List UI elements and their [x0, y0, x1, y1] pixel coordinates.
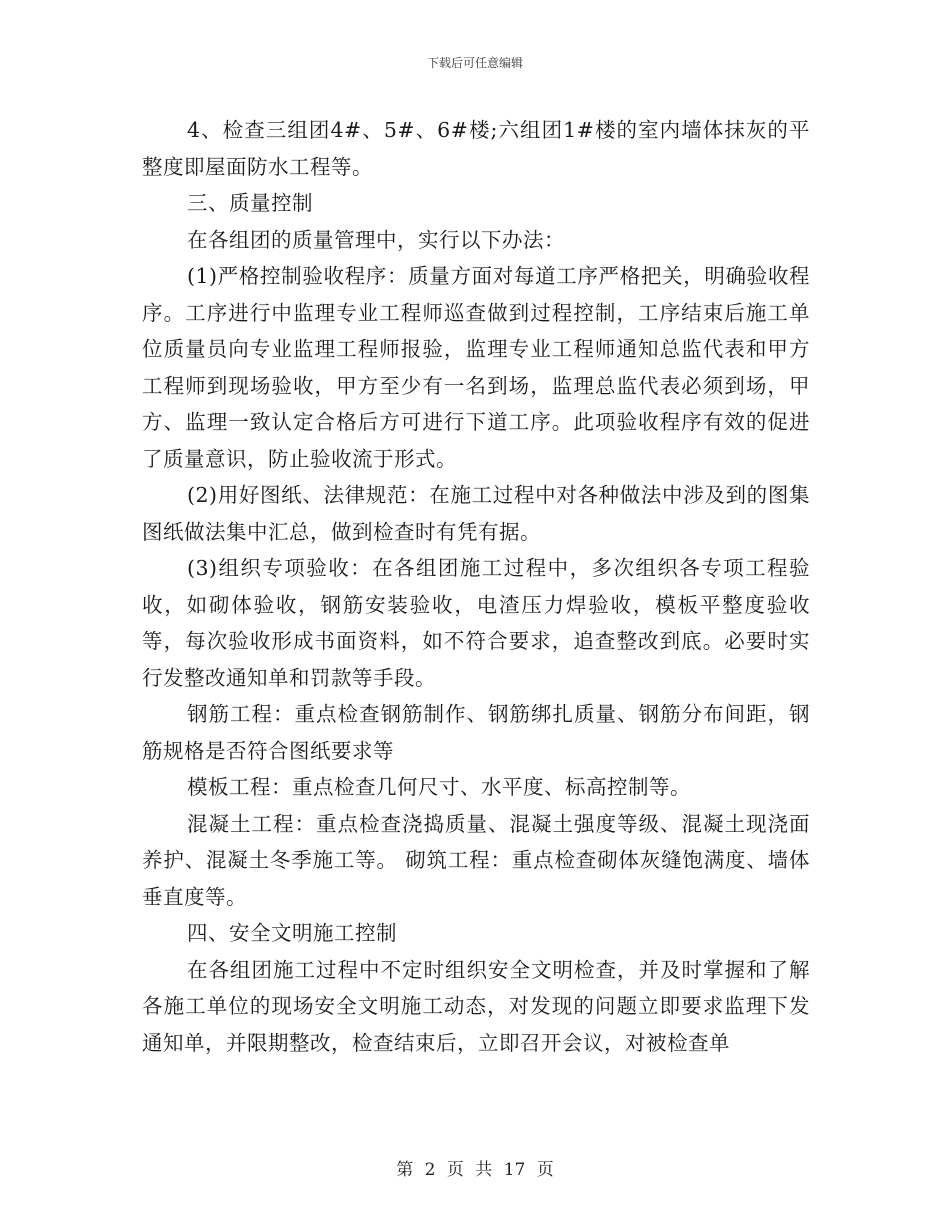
document-body [142, 112, 810, 1061]
paragraph-concrete-masonry: 混凝土工程：重点检查浇捣质量、混凝土强度等级、混凝土现浇面养护、混凝土冬季施工等。 砌筑工程：重点检查砌体灰缝饱满度、墙体垂直度等。 [142, 811, 810, 909]
paragraph-special-acceptance: (3)组织专项验收：在各组团施工过程中，多次组织各专项工程验收，如砌体验收，钢筋安装验收，电渣压力焊验收，模板平整度验收等，每次验收形成书面资料，如不符合要求，追查整改到底。必要时实行发整改通知单和罚款等手段。 [142, 556, 810, 690]
section-heading-quality-control: 三、质量控制 [187, 191, 313, 215]
paragraph-formwork: 模板工程：重点检查几何尺寸、水平度、标高控制等。 [187, 775, 691, 799]
paragraph-quality-intro: 在各组团的质量管理中，实行以下办法： [187, 227, 565, 252]
section-heading-safety-control: 四、安全文明施工控制 [187, 921, 397, 945]
page-number-footer: 第 2 页 共 17 页 [396, 1160, 554, 1180]
paragraph-drawings-regulations: (2)用好图纸、法律规范：在施工过程中对各种做法中涉及到的图集图纸做法集中汇总，做到检查时有凭有据。 [142, 483, 810, 544]
paragraph-item-4: 4、检查三组团4#、5#、6#楼;六组团1#楼的室内墙体抹灰的平整度即屋面防水工程等。 [142, 118, 810, 179]
paragraph-safety-inspection: 在各组团施工过程中不定时组织安全文明检查，并及时掌握和了解各施工单位的现场安全文明施工动态，对发现的问题立即要求监理下发通知单，并限期整改，检查结束后，立即召开会议，对被检查单 [142, 957, 810, 1055]
paragraph-acceptance-procedure: (1)严格控制验收程序：质量方面对每道工序严格把关，明确验收程序。工序进行中监理专业工程师巡查做到过程控制，工序结束后施工单位质量员向专业监理工程师报验，监理专业工程师通知总监代表和甲方工程师到现场验收，甲方至少有一名到场，监理总监代表必须到场，甲方、监理一致认定合格后方可进行下道工序。此项验收程序有效的促进了质量意识，防止验收流于形式。 [142, 264, 810, 471]
page-header-note: 下载后可任意编辑 [426, 56, 523, 70]
paragraph-rebar-work: 钢筋工程：重点检查钢筋制作、钢筋绑扎质量、钢筋分布间距，钢筋规格是否符合图纸要求等 [142, 702, 810, 763]
